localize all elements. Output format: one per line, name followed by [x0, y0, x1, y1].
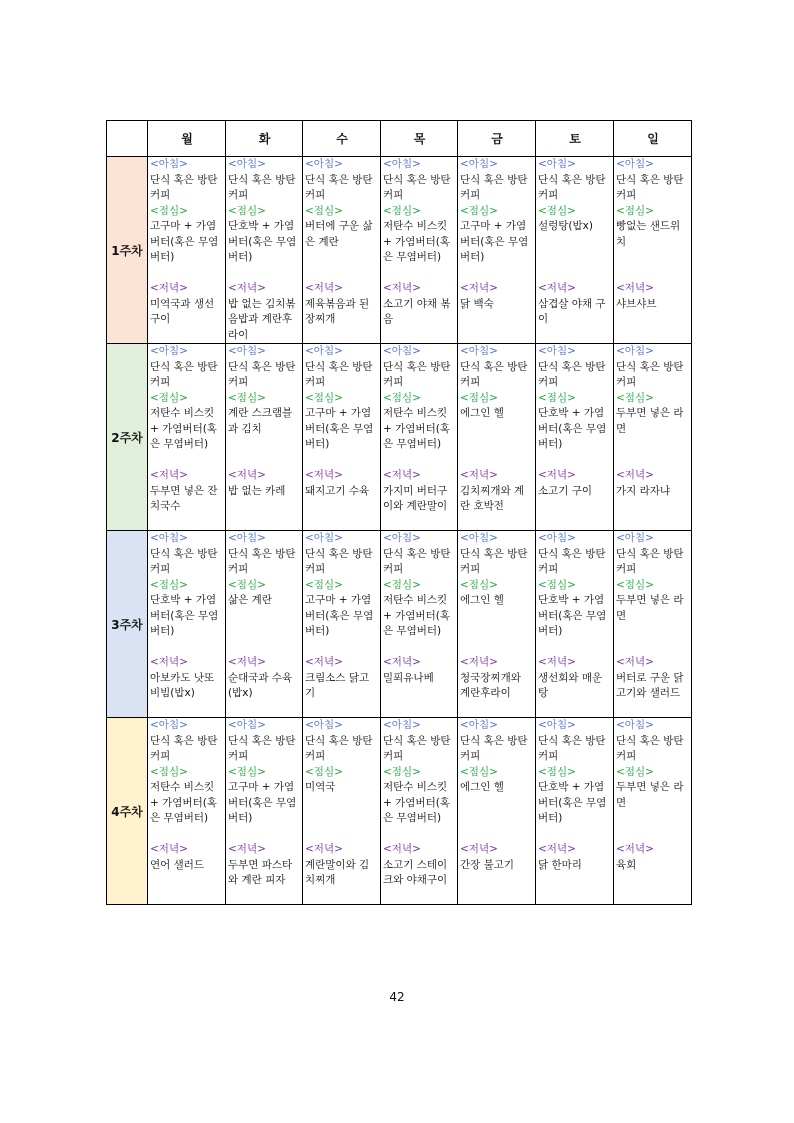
dinner-text: 미역국과 생선구이: [150, 297, 215, 325]
dinner-text: 삼겹살 야채 구이: [538, 297, 606, 325]
breakfast-label: <아침>: [305, 345, 343, 357]
breakfast-text: 단식 혹은 방탄커피: [228, 360, 296, 388]
dinner-label: <저녁>: [538, 656, 576, 668]
dinner-label: <저녁>: [150, 282, 188, 294]
dinner-label: <저녁>: [460, 282, 498, 294]
breakfast-text: 단식 혹은 방탄커피: [305, 360, 373, 388]
lunch-label: <점심>: [460, 391, 498, 404]
week-label: 3주차: [107, 531, 148, 718]
breakfast-text: 단식 혹은 방탄커피: [538, 547, 606, 575]
meal-plan-table: [106, 120, 692, 905]
breakfast-text: 단식 혹은 방탄커피: [616, 173, 684, 201]
meal-cell: [614, 531, 692, 718]
lunch-text: 고구마 + 가염버터(혹은 무염버터): [305, 407, 374, 450]
lunch-label: <점심>: [616, 204, 654, 217]
lunch-text: 두부면 넣은 라면: [616, 594, 684, 622]
day-header: 화: [226, 121, 303, 157]
lunch-label: <점심>: [305, 391, 343, 404]
day-header: 토: [536, 121, 614, 157]
dinner-text: 육회: [616, 858, 637, 871]
meal-cell: [458, 157, 536, 344]
lunch-label: <점심>: [538, 765, 576, 778]
breakfast-text: 단식 혹은 방탄커피: [538, 360, 606, 388]
breakfast-text: 단식 혹은 방탄커피: [460, 360, 528, 388]
dinner-text: 닭 백숙: [460, 297, 494, 310]
lunch-text: 버터에 구운 삶은 계란: [305, 220, 373, 248]
breakfast-text: 단식 혹은 방탄커피: [228, 547, 296, 575]
breakfast-text: 단식 혹은 방탄커피: [150, 173, 218, 201]
dinner-text: 제육볶음과 된장찌개: [305, 297, 370, 325]
dinner-text: 계란말이와 김치찌개: [305, 858, 370, 886]
breakfast-label: <아침>: [616, 532, 654, 544]
lunch-label: <점심>: [228, 578, 266, 591]
lunch-label: <점심>: [228, 204, 266, 217]
meal-cell: [536, 344, 614, 531]
lunch-text: 단호박 + 가염버터(혹은 무염버터): [538, 781, 607, 824]
meal-cell: [226, 718, 303, 905]
breakfast-text: 단식 혹은 방탄커피: [616, 547, 684, 575]
breakfast-label: <아침>: [150, 719, 188, 731]
dinner-text: 크림소스 닭고기: [305, 671, 370, 699]
breakfast-text: 단식 혹은 방탄커피: [460, 173, 528, 201]
dinner-text: 닭 한마리: [538, 858, 582, 871]
lunch-label: <점심>: [616, 578, 654, 591]
meal-cell: [381, 344, 458, 531]
dinner-label: <저녁>: [538, 843, 576, 855]
page-number: 42: [389, 990, 405, 1004]
breakfast-label: <아침>: [616, 158, 654, 170]
breakfast-label: <아침>: [383, 719, 421, 731]
dinner-text: 소고기 구이: [538, 484, 593, 497]
dinner-label: <저녁>: [228, 282, 266, 294]
meal-cell: [458, 718, 536, 905]
breakfast-text: 단식 혹은 방탄커피: [150, 547, 218, 575]
breakfast-text: 단식 혹은 방탄커피: [460, 734, 528, 762]
meal-cell: [226, 157, 303, 344]
lunch-label: <점심>: [460, 204, 498, 217]
lunch-text: 단호박 + 가염버터(혹은 무염버터): [228, 220, 297, 263]
lunch-label: <점심>: [305, 578, 343, 591]
lunch-label: <점심>: [305, 765, 343, 778]
breakfast-label: <아침>: [538, 719, 576, 731]
lunch-text: 두부면 넣은 라면: [616, 407, 684, 435]
dinner-text: 연어 샐러드: [150, 858, 205, 871]
meal-cell: [148, 531, 226, 718]
lunch-label: <점심>: [616, 765, 654, 778]
meal-cell: [381, 718, 458, 905]
dinner-label: <저녁>: [460, 469, 498, 481]
lunch-text: 고구마 + 가염버터(혹은 무염버터): [460, 220, 529, 263]
breakfast-label: <아침>: [460, 158, 498, 170]
breakfast-text: 단식 혹은 방탄커피: [150, 360, 218, 388]
week-row: [107, 531, 692, 718]
dinner-label: <저녁>: [383, 843, 421, 855]
lunch-label: <점심>: [305, 204, 343, 217]
dinner-label: <저녁>: [150, 469, 188, 481]
breakfast-text: 단식 혹은 방탄커피: [460, 547, 528, 575]
dinner-label: <저녁>: [616, 843, 654, 855]
lunch-label: <점심>: [383, 391, 421, 404]
week-row: [107, 718, 692, 905]
meal-cell: [614, 157, 692, 344]
meal-cell: [536, 531, 614, 718]
dinner-label: <저녁>: [305, 469, 343, 481]
lunch-text: 고구마 + 가염버터(혹은 무염버터): [228, 781, 297, 824]
breakfast-text: 단식 혹은 방탄커피: [538, 173, 606, 201]
breakfast-text: 단식 혹은 방탄커피: [228, 173, 296, 201]
breakfast-label: <아침>: [616, 345, 654, 357]
meal-cell: [303, 344, 381, 531]
dinner-label: <저녁>: [383, 656, 421, 668]
breakfast-text: 단식 혹은 방탄커피: [305, 734, 373, 762]
meal-cell: [148, 344, 226, 531]
dinner-label: <저녁>: [460, 843, 498, 855]
breakfast-label: <아침>: [383, 158, 421, 170]
breakfast-text: 단식 혹은 방탄커피: [383, 173, 451, 201]
meal-cell: [303, 718, 381, 905]
lunch-text: 저탄수 비스킷 + 가염버터(혹은 무염버터): [150, 407, 217, 450]
breakfast-label: <아침>: [460, 532, 498, 544]
dinner-text: 버터로 구운 닭고기와 샐러드: [616, 671, 684, 699]
lunch-label: <점심>: [150, 578, 188, 591]
week-label: 2주차: [107, 344, 148, 531]
breakfast-text: 단식 혹은 방탄커피: [150, 734, 218, 762]
breakfast-text: 단식 혹은 방탄커피: [616, 360, 684, 388]
lunch-label: <점심>: [228, 765, 266, 778]
dinner-label: <저녁>: [150, 843, 188, 855]
dinner-text: 밀푀유나베: [383, 671, 434, 684]
dinner-text: 소고기 스테이크와 야채구이: [383, 858, 448, 886]
meal-cell: [303, 531, 381, 718]
dinner-text: 밥 없는 김치볶음밥과 계란후라이: [228, 297, 296, 341]
breakfast-label: <아침>: [150, 532, 188, 544]
dinner-label: <저녁>: [305, 282, 343, 294]
lunch-text: 저탄수 비스킷 + 가염버터(혹은 무염버터): [383, 594, 450, 637]
dinner-text: 김치찌개와 계란 호박전: [460, 484, 525, 512]
meal-cell: [148, 157, 226, 344]
lunch-label: <점심>: [228, 391, 266, 404]
lunch-label: <점심>: [150, 765, 188, 778]
dinner-text: 돼지고기 수육: [305, 484, 370, 497]
dinner-label: <저녁>: [538, 282, 576, 294]
breakfast-label: <아침>: [538, 532, 576, 544]
lunch-text: 저탄수 비스킷 + 가염버터(혹은 무염버터): [383, 407, 450, 450]
lunch-label: <점심>: [383, 765, 421, 778]
dinner-label: <저녁>: [150, 656, 188, 668]
breakfast-label: <아침>: [460, 719, 498, 731]
dinner-label: <저녁>: [383, 469, 421, 481]
breakfast-text: 단식 혹은 방탄커피: [228, 734, 296, 762]
meal-cell: [226, 531, 303, 718]
dinner-text: 생선회와 매운탕: [538, 671, 603, 699]
dinner-text: 청국장찌개와 계란후라이: [460, 671, 521, 699]
week-row: [107, 157, 692, 344]
dinner-label: <저녁>: [616, 469, 654, 481]
breakfast-label: <아침>: [228, 345, 266, 357]
breakfast-label: <아침>: [383, 345, 421, 357]
breakfast-label: <아침>: [305, 158, 343, 170]
dinner-label: <저녁>: [616, 282, 654, 294]
breakfast-text: 단식 혹은 방탄커피: [383, 360, 451, 388]
breakfast-label: <아침>: [228, 532, 266, 544]
day-header: 목: [381, 121, 458, 157]
dinner-text: 두부면 파스타와 계란 피자: [228, 858, 293, 886]
meal-cell: [381, 157, 458, 344]
breakfast-label: <아침>: [150, 158, 188, 170]
dinner-text: 가지 라자냐: [616, 484, 671, 497]
lunch-label: <점심>: [150, 204, 188, 217]
dinner-label: <저녁>: [383, 282, 421, 294]
dinner-label: <저녁>: [305, 656, 343, 668]
breakfast-label: <아침>: [538, 158, 576, 170]
meal-cell: [536, 718, 614, 905]
meal-cell: [458, 531, 536, 718]
lunch-text: 저탄수 비스킷 + 가염버터(혹은 무염버터): [383, 781, 450, 824]
dinner-text: 가지미 버터구이와 계란말이: [383, 484, 448, 512]
breakfast-label: <아침>: [538, 345, 576, 357]
dinner-label: <저녁>: [538, 469, 576, 481]
lunch-label: <점심>: [383, 204, 421, 217]
lunch-text: 계란 스크램블과 김치: [228, 407, 293, 435]
day-header: 금: [458, 121, 536, 157]
lunch-label: <점심>: [460, 765, 498, 778]
dinner-text: 두부면 넣은 잔치국수: [150, 484, 218, 512]
week-label: 4주차: [107, 718, 148, 905]
lunch-label: <점심>: [538, 578, 576, 591]
breakfast-text: 단식 혹은 방탄커피: [383, 734, 451, 762]
breakfast-text: 단식 혹은 방탄커피: [305, 547, 373, 575]
meal-cell: [381, 531, 458, 718]
dinner-label: <저녁>: [460, 656, 498, 668]
meal-cell: [536, 157, 614, 344]
lunch-label: <점심>: [150, 391, 188, 404]
dinner-label: <저녁>: [228, 843, 266, 855]
meal-cell: [148, 718, 226, 905]
breakfast-label: <아침>: [616, 719, 654, 731]
day-header: 월: [148, 121, 226, 157]
lunch-text: 고구마 + 가염버터(혹은 무염버터): [305, 594, 374, 637]
breakfast-label: <아침>: [305, 532, 343, 544]
lunch-text: 에그인 헬: [460, 781, 504, 793]
breakfast-label: <아침>: [305, 719, 343, 731]
meal-cell: [614, 718, 692, 905]
dinner-label: <저녁>: [305, 843, 343, 855]
day-header: 일: [614, 121, 692, 157]
lunch-text: 에그인 헬: [460, 407, 504, 419]
lunch-label: <점심>: [383, 578, 421, 591]
breakfast-label: <아침>: [228, 158, 266, 170]
lunch-label: <점심>: [460, 578, 498, 591]
dinner-label: <저녁>: [616, 656, 654, 668]
lunch-text: 에그인 헬: [460, 594, 504, 606]
breakfast-text: 단식 혹은 방탄커피: [538, 734, 606, 762]
dinner-text: 간장 불고기: [460, 858, 515, 871]
dinner-text: 샤브샤브: [616, 297, 657, 310]
lunch-text: 빵없는 샌드위치: [616, 220, 681, 248]
meal-cell: [458, 344, 536, 531]
breakfast-label: <아침>: [460, 345, 498, 357]
breakfast-label: <아침>: [150, 345, 188, 357]
dinner-text: 소고기 야채 볶음: [383, 297, 451, 325]
lunch-text: 두부면 넣은 라면: [616, 781, 684, 809]
lunch-text: 고구마 + 가염버터(혹은 무염버터): [150, 220, 219, 263]
lunch-text: 단호박 + 가염버터(혹은 무염버터): [538, 594, 607, 637]
dinner-text: 밥 없는 카레: [228, 484, 286, 497]
meal-cell: [303, 157, 381, 344]
lunch-label: <점심>: [538, 204, 576, 217]
week-row: [107, 344, 692, 531]
corner-header-cell: [107, 121, 148, 157]
day-header: 수: [303, 121, 381, 157]
dinner-text: 아보카도 낫또비빔(밥x): [150, 671, 215, 699]
breakfast-text: 단식 혹은 방탄커피: [305, 173, 373, 201]
lunch-text: 미역국: [305, 781, 336, 793]
dinner-label: <저녁>: [228, 656, 266, 668]
meal-cell: [614, 344, 692, 531]
lunch-text: 단호박 + 가염버터(혹은 무염버터): [150, 594, 219, 637]
lunch-text: 저탄수 비스킷 + 가염버터(혹은 무염버터): [383, 220, 450, 263]
meal-cell: [226, 344, 303, 531]
breakfast-text: 단식 혹은 방탄커피: [383, 547, 451, 575]
lunch-text: 설렁탕(밥x): [538, 220, 593, 232]
breakfast-label: <아침>: [383, 532, 421, 544]
breakfast-text: 단식 혹은 방탄커피: [616, 734, 684, 762]
week-label: 1주차: [107, 157, 148, 344]
lunch-text: 삶은 계란: [228, 594, 272, 606]
lunch-label: <점심>: [616, 391, 654, 404]
breakfast-label: <아침>: [228, 719, 266, 731]
dinner-label: <저녁>: [228, 469, 266, 481]
lunch-label: <점심>: [538, 391, 576, 404]
lunch-text: 저탄수 비스킷 + 가염버터(혹은 무염버터): [150, 781, 217, 824]
dinner-text: 순대국과 수육(밥x): [228, 671, 293, 699]
header-row: [107, 121, 692, 157]
lunch-text: 단호박 + 가염버터(혹은 무염버터): [538, 407, 607, 450]
